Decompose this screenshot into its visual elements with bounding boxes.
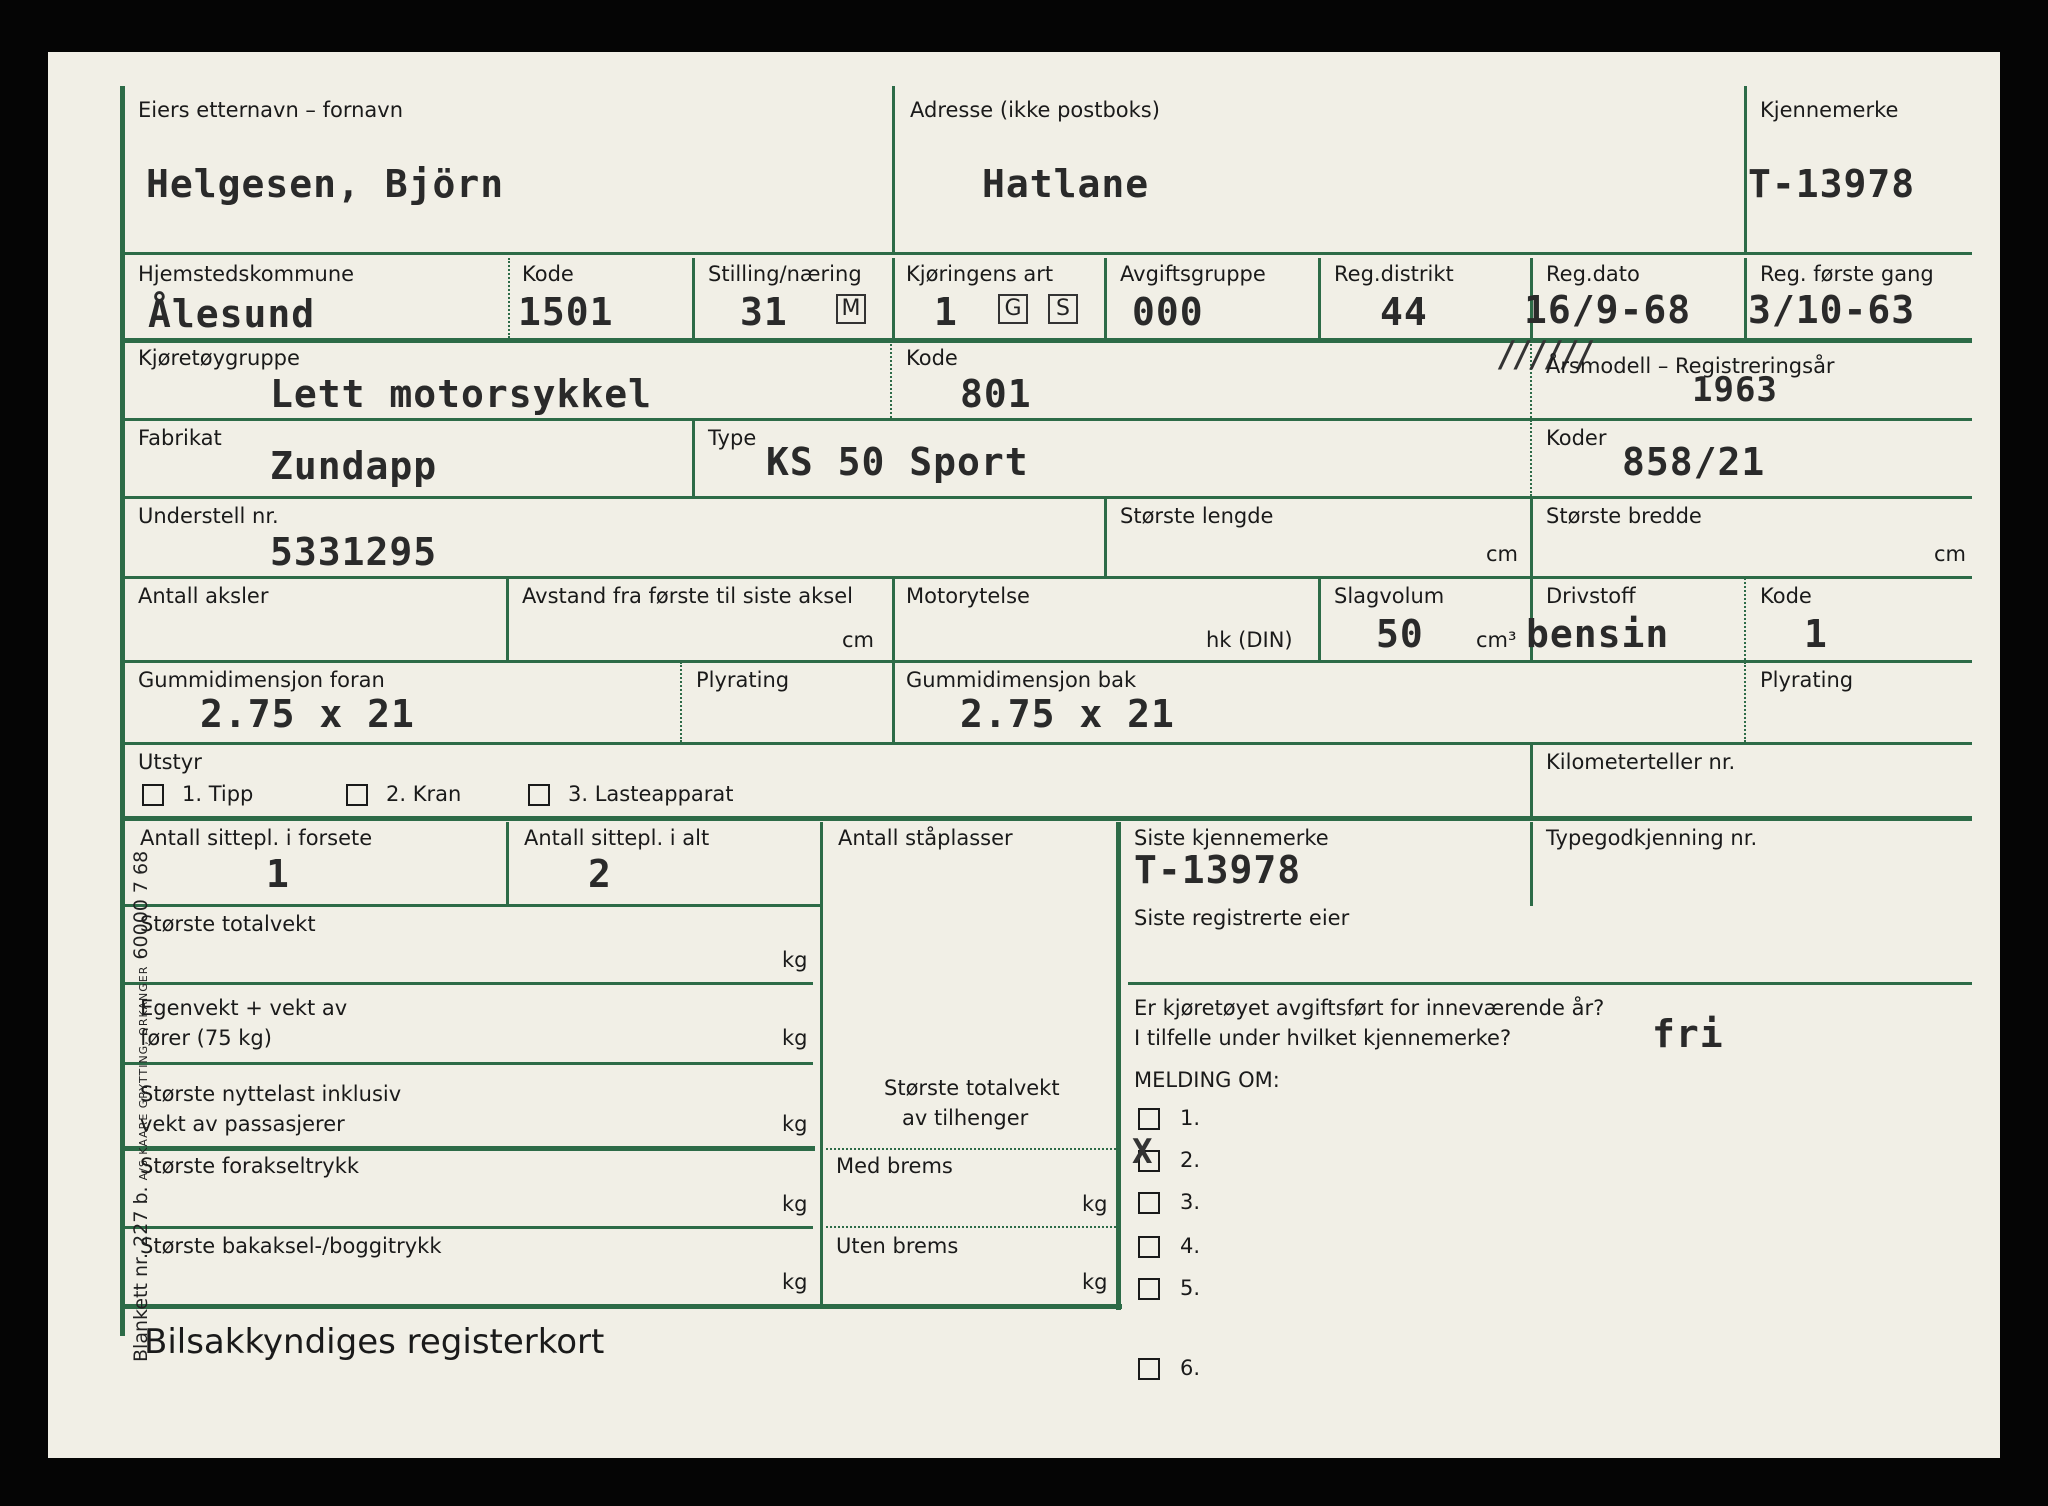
drive-box-s[interactable]: S — [1048, 294, 1078, 324]
col-line — [1318, 258, 1321, 338]
rear-tire-label: Gummidimensjon bak — [906, 668, 1137, 692]
notice-item-5: 5. — [1180, 1276, 1201, 1300]
rule — [120, 418, 1972, 421]
rule — [120, 1062, 813, 1065]
vehicle-group-label: Kjøretøygruppe — [138, 346, 300, 370]
codes-value: 858/21 — [1622, 440, 1766, 484]
kg-unit: kg — [782, 1112, 808, 1136]
front-axle-label: Største forakseltrykk — [140, 1154, 360, 1178]
kg-unit: kg — [1082, 1192, 1108, 1216]
kg-unit: kg — [1082, 1270, 1108, 1294]
owner-name-label: Eiers etternavn – fornavn — [138, 98, 404, 122]
rear-tire-value: 2.75 x 21 — [960, 692, 1175, 736]
vehicle-code-value: 801 — [960, 372, 1032, 416]
equipment-checkbox-lasteapparat[interactable] — [528, 784, 550, 806]
col-dotted — [1744, 662, 1746, 742]
with-brakes-label: Med brems — [836, 1154, 953, 1178]
equipment-label: Utstyr — [138, 750, 202, 774]
code-value: 1501 — [518, 290, 614, 334]
first-reg-value: 3/10-63 — [1748, 288, 1916, 332]
rule — [120, 660, 1972, 663]
power-unit: hk (DIN) — [1206, 628, 1293, 652]
notice-label: MELDING OM: — [1134, 1068, 1280, 1092]
register-card — [48, 52, 2000, 1458]
address-value: Hatlane — [982, 162, 1150, 206]
col-dotted — [508, 258, 510, 338]
form-number: Blankett nr. 227 b. — [130, 1186, 152, 1362]
chassis-value: 5331295 — [270, 530, 438, 574]
strikethrough-mark: ////// — [1496, 334, 1591, 375]
rule-thick — [120, 1146, 815, 1151]
rear-ply-label: Plyrating — [1760, 668, 1854, 692]
col-line — [1104, 258, 1107, 338]
plate-value: T-13978 — [1748, 162, 1916, 206]
col-line — [1530, 498, 1533, 576]
front-seats-value: 1 — [266, 852, 290, 896]
trailer-weight-label-2: av tilhenger — [902, 1106, 1029, 1130]
rule — [120, 982, 813, 985]
fuel-label: Drivstoff — [1546, 584, 1636, 608]
card-title: Bilsakkyndiges registerkort — [144, 1322, 605, 1362]
front-ply-label: Plyrating — [696, 668, 790, 692]
rule-thick — [120, 338, 1972, 343]
front-seats-label: Antall sittepl. i forsete — [140, 826, 373, 850]
rear-axle-label: Største bakaksel-/boggitrykk — [140, 1234, 442, 1258]
fuel-code-label: Kode — [1760, 584, 1812, 608]
vehicle-group-value: Lett motorsykkel — [270, 372, 653, 416]
type-approval-label: Typegodkjenning nr. — [1546, 826, 1758, 850]
address-label: Adresse (ikke postboks) — [910, 98, 1160, 122]
fee-answer: fri — [1652, 1012, 1724, 1056]
front-tire-label: Gummidimensjon foran — [138, 668, 385, 692]
axle-distance-label: Avstand fra første til siste aksel — [522, 584, 853, 608]
own-weight-label-2: fører (75 kg) — [140, 1026, 272, 1050]
col-dotted — [680, 662, 682, 742]
fuel-value: bensin — [1526, 612, 1670, 656]
rule — [120, 252, 1972, 255]
municipality-value: Ålesund — [148, 292, 316, 336]
power-label: Motorytelse — [906, 584, 1030, 608]
notice-checkbox-5[interactable] — [1138, 1278, 1160, 1300]
rule — [120, 576, 1972, 579]
notice-item-1: 1. — [1180, 1106, 1201, 1130]
chassis-label: Understell nr. — [138, 504, 279, 528]
col-line — [1744, 86, 1747, 254]
col-line — [506, 822, 509, 906]
district-label: Reg.distrikt — [1334, 262, 1454, 286]
equipment-item-kran: 2. Kran — [386, 782, 462, 806]
col-line — [1744, 258, 1747, 338]
district-value: 44 — [1380, 290, 1428, 334]
fee-group-label: Avgiftsgruppe — [1120, 262, 1266, 286]
fee-question-2: I tilfelle under hvilket kjennemerke? — [1134, 1026, 1512, 1050]
front-tire-value: 2.75 x 21 — [200, 692, 415, 736]
notice-checkbox-4[interactable] — [1138, 1236, 1160, 1258]
type-value: KS 50 Sport — [766, 440, 1029, 484]
col-line — [892, 258, 895, 338]
displacement-value: 50 — [1376, 612, 1424, 656]
kg-unit: kg — [782, 948, 808, 972]
notice-item-3: 3. — [1180, 1190, 1201, 1214]
fee-group-value: 000 — [1132, 290, 1204, 334]
reg-date-label: Reg.dato — [1546, 262, 1640, 286]
last-plate-value: T-13978 — [1134, 848, 1302, 892]
kg-unit: kg — [782, 1270, 808, 1294]
owner-name-value: Helgesen, Björn — [146, 162, 505, 206]
rule-thick — [120, 816, 1972, 821]
occupation-label: Stilling/næring — [708, 262, 862, 286]
col-line — [506, 578, 509, 660]
max-length-unit: cm — [1486, 542, 1519, 566]
notice-checkbox-6[interactable] — [1138, 1358, 1160, 1380]
kg-unit: kg — [782, 1192, 808, 1216]
rule-thick — [120, 1304, 1122, 1309]
total-seats-label: Antall sittepl. i alt — [524, 826, 710, 850]
displacement-unit: cm³ — [1476, 628, 1517, 652]
col-line — [1530, 744, 1533, 816]
model-year-value: 1963 — [1692, 370, 1778, 410]
occupation-box-m[interactable]: M — [836, 294, 866, 324]
odometer-label: Kilometerteller nr. — [1546, 750, 1736, 774]
col-line — [692, 258, 695, 338]
type-label: Type — [708, 426, 757, 450]
equipment-checkbox-tipp[interactable] — [142, 784, 164, 806]
max-width-unit: cm — [1934, 542, 1967, 566]
fuel-code-value: 1 — [1804, 612, 1828, 656]
occupation-value: 31 — [740, 290, 788, 334]
own-weight-label-1: Egenvekt + vekt av — [140, 996, 348, 1020]
rule — [120, 904, 820, 907]
axles-label: Antall aksler — [138, 584, 269, 608]
equipment-item-tipp: 1. Tipp — [182, 782, 254, 806]
model-year-label: Årsmodell – Registreringsår — [1546, 354, 1835, 378]
reg-date-value: 16/9-68 — [1524, 288, 1692, 332]
rule — [120, 742, 1972, 745]
vehicle-code-label: Kode — [906, 346, 958, 370]
rule — [120, 1226, 813, 1229]
rule — [1128, 982, 1972, 985]
col-line — [892, 578, 895, 660]
col-dotted — [1530, 420, 1532, 496]
notice-item-2: 2. — [1180, 1148, 1201, 1172]
first-reg-label: Reg. første gang — [1760, 262, 1934, 286]
municipality-label: Hjemstedskommune — [138, 262, 355, 286]
rule-dotted — [826, 1148, 1116, 1150]
make-label: Fabrikat — [138, 426, 222, 450]
equipment-checkbox-kran[interactable] — [346, 784, 368, 806]
max-width-label: Største bredde — [1546, 504, 1702, 528]
checked-x-mark: X — [1132, 1132, 1153, 1172]
make-value: Zundapp — [270, 444, 438, 488]
displacement-label: Slagvolum — [1334, 584, 1445, 608]
form-number-sidebar — [130, 851, 152, 1362]
fee-question-1: Er kjøretøyet avgiftsført for inneværende år? — [1134, 996, 1605, 1020]
col-line-thick — [1116, 822, 1121, 1310]
payload-label-2: vekt av passasjerer — [140, 1112, 345, 1136]
notice-checkbox-3[interactable] — [1138, 1192, 1160, 1214]
col-line — [892, 86, 895, 254]
last-plate-label: Siste kjennemerke — [1134, 826, 1329, 850]
col-line — [820, 822, 823, 1306]
plate-label: Kjennemerke — [1760, 98, 1899, 122]
rule-dotted — [826, 1226, 1116, 1228]
notice-item-4: 4. — [1180, 1234, 1201, 1258]
equipment-item-lasteapparat: 3. Lasteapparat — [568, 782, 734, 806]
col-dotted — [1744, 578, 1746, 660]
notice-checkbox-1[interactable] — [1138, 1108, 1160, 1130]
drive-type-label: Kjøringens art — [906, 262, 1054, 286]
col-line — [1318, 578, 1321, 660]
col-line — [1104, 498, 1107, 576]
col-dotted — [890, 344, 892, 418]
codes-label: Koder — [1546, 426, 1607, 450]
code-label: Kode — [522, 262, 574, 286]
printer-name: A/S KAARE GRYTTING, ORKANGER — [137, 965, 150, 1181]
col-line — [892, 662, 895, 742]
without-brakes-label: Uten brems — [836, 1234, 959, 1258]
max-length-label: Største lengde — [1120, 504, 1274, 528]
axle-distance-unit: cm — [842, 628, 875, 652]
col-line — [692, 420, 695, 496]
last-owner-label: Siste registrerte eier — [1134, 906, 1350, 930]
trailer-weight-label-1: Største totalvekt — [884, 1076, 1060, 1100]
notice-item-6: 6. — [1180, 1356, 1201, 1380]
total-seats-value: 2 — [588, 852, 612, 896]
drive-type-value: 1 — [934, 290, 958, 334]
col-line — [1530, 822, 1533, 906]
drive-box-g[interactable]: G — [998, 294, 1028, 324]
max-total-weight-label: Største totalvekt — [140, 912, 316, 936]
payload-label-1: Største nyttelast inklusiv — [140, 1082, 402, 1106]
print-code: 60000 7 68 — [130, 850, 152, 960]
standing-label: Antall ståplasser — [838, 826, 1013, 850]
rule — [120, 496, 1972, 499]
kg-unit: kg — [782, 1026, 808, 1050]
